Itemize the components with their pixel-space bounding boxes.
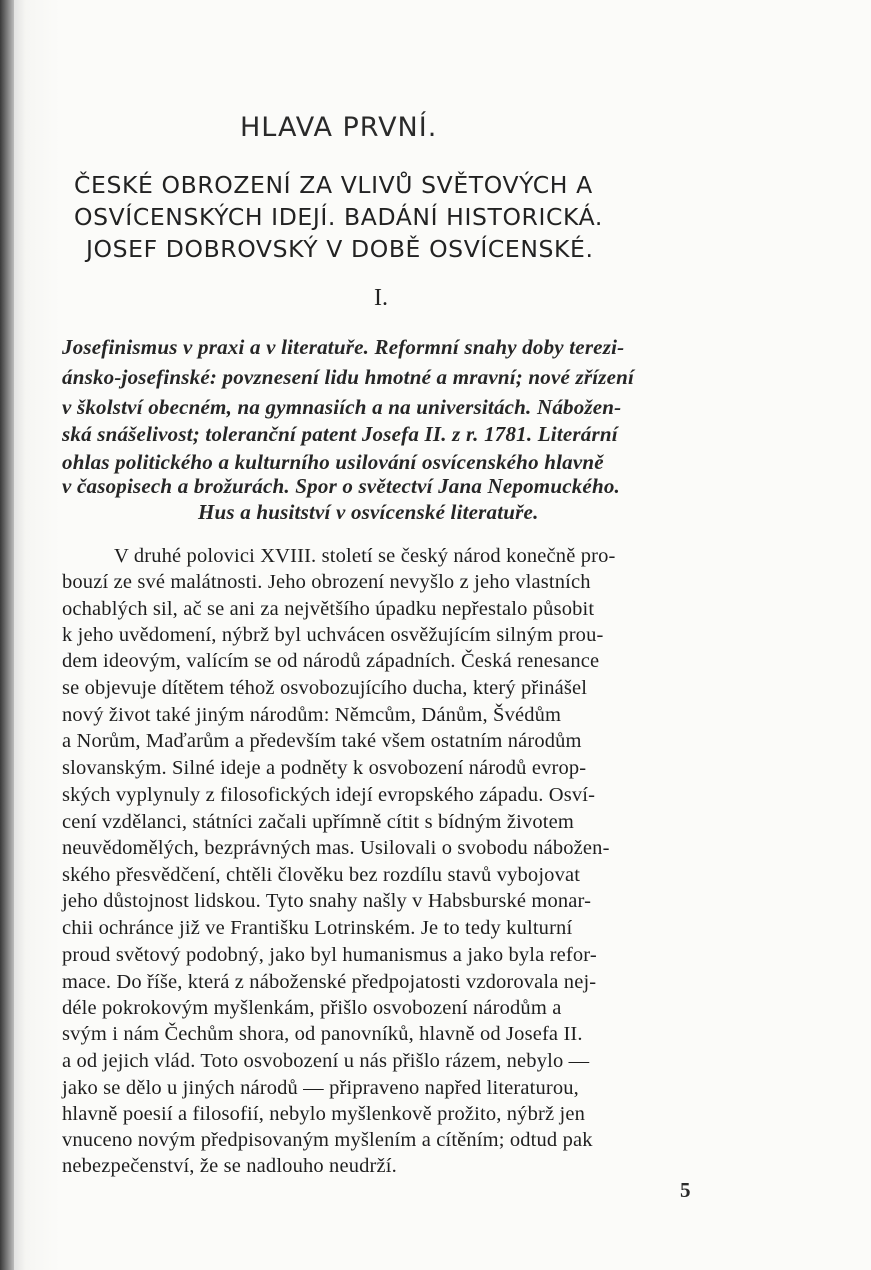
body-text-line: bouzí ze své malátnosti. Jeho obrození nevyšlo z jeho vlastních bbox=[62, 571, 591, 593]
body-text-line: cení vzdělanci, státníci začali upřímně cítit s bídným životem bbox=[62, 811, 574, 833]
body-text-line: slovanským. Silné ideje a podněty k osvobození národů evrop- bbox=[62, 757, 587, 779]
section-summary-line: ohlas politického a kulturního usilování osvícenského hlavně bbox=[62, 450, 604, 474]
body-text-line: déle pokrokovým myšlenkám, přišlo osvobození národům a bbox=[62, 997, 562, 1019]
body-text-line: jeho důstojnost lidskou. Tyto snahy našly v Habsburské monar- bbox=[62, 890, 592, 912]
body-text-line: mace. Do říše, která z náboženské předpojatosti vzdorovala nej- bbox=[62, 971, 597, 993]
body-text-line: chii ochránce již ve Františku Lotrinském. Je to tedy kulturní bbox=[62, 917, 573, 939]
section-summary-line: Josefinismus v praxi a v literatuře. Reformní snahy doby terezi- bbox=[62, 335, 625, 359]
chapter-subtitle-line: OSVÍCENSKÝCH IDEJÍ. BADÁNÍ HISTORICKÁ. bbox=[74, 203, 603, 231]
chapter-title: HLAVA PRVNÍ. bbox=[240, 112, 438, 143]
page-number: 5 bbox=[680, 1178, 691, 1202]
chapter-subtitle-line: JOSEF DOBROVSKÝ V DOBĚ OSVÍCENSKÉ. bbox=[86, 235, 594, 263]
body-text-line: ského přesvědčení, chtěli člověku bez rozdílu stavů vybojovat bbox=[62, 864, 581, 886]
body-text-line: se objevuje dítětem téhož osvobozujícího ducha, který přinášel bbox=[62, 677, 588, 699]
body-text-line: a od jejich vlád. Toto osvobození u nás přišlo rázem, nebylo — bbox=[62, 1050, 590, 1072]
body-text-line: a Norům, Maďarům a především také všem ostatním národům bbox=[62, 730, 582, 752]
body-text-line: nový život také jiným národům: Němcům, Dánům, Švédům bbox=[62, 704, 562, 726]
body-text-line: svým i nám Čechům shora, od panovníků, hlavně od Josefa II. bbox=[62, 1023, 583, 1045]
book-gutter-shadow bbox=[0, 0, 14, 1270]
body-text-line: ských vyplynuly z filosofických idejí evropského západu. Osví- bbox=[62, 784, 596, 806]
section-summary-line: ská snášelivost; toleranční patent Josefa II. z r. 1781. Literární bbox=[62, 422, 618, 446]
body-text-line: nebezpečenství, že se nadlouho neudrží. bbox=[62, 1155, 397, 1177]
section-summary-line: Hus a husitství v osvícenské literatuře. bbox=[198, 500, 539, 524]
section-summary-line: v školství obecném, na gymnasiích a na universitách. Nábožen- bbox=[62, 395, 622, 419]
section-summary-line: ánsko-josefinské: povznesení lidu hmotné a mravní; nové zřízení bbox=[62, 365, 635, 389]
body-text-line: dem ideovým, valícím se od národů západních. Česká renesance bbox=[62, 650, 600, 672]
section-summary-line: v časopisech a brožurách. Spor o světectví Jana Nepomuckého. bbox=[62, 474, 620, 498]
body-text-line: k jeho uvědomení, nýbrž byl uchvácen osvěžujícím silným prou- bbox=[62, 624, 604, 646]
body-text-line: hlavně poesií a filosofií, nebylo myšlenkově prožito, nýbrž jen bbox=[62, 1103, 585, 1125]
chapter-subtitle-line: ČESKÉ OBROZENÍ ZA VLIVŮ SVĚTOVÝCH A bbox=[74, 171, 593, 199]
body-text-line: neuvědomělých, bezprávných mas. Usilovali o svobodu nábožen- bbox=[62, 837, 610, 859]
body-text-line: jako se dělo u jiných národů — připraveno napřed literaturou, bbox=[62, 1077, 579, 1099]
body-text-line: V druhé polovici XVIII. století se český národ konečně pro- bbox=[114, 545, 616, 567]
body-text-line: proud světový podobný, jako byl humanismus a jako byla refor- bbox=[62, 944, 597, 966]
section-number: I. bbox=[374, 285, 388, 311]
body-text-line: ochablých sil, ač se ani za největšího úpadku nepřestalo působit bbox=[62, 598, 595, 620]
body-text-line: vnuceno novým předpisovaným myšlením a cítěním; odtud pak bbox=[62, 1129, 593, 1151]
